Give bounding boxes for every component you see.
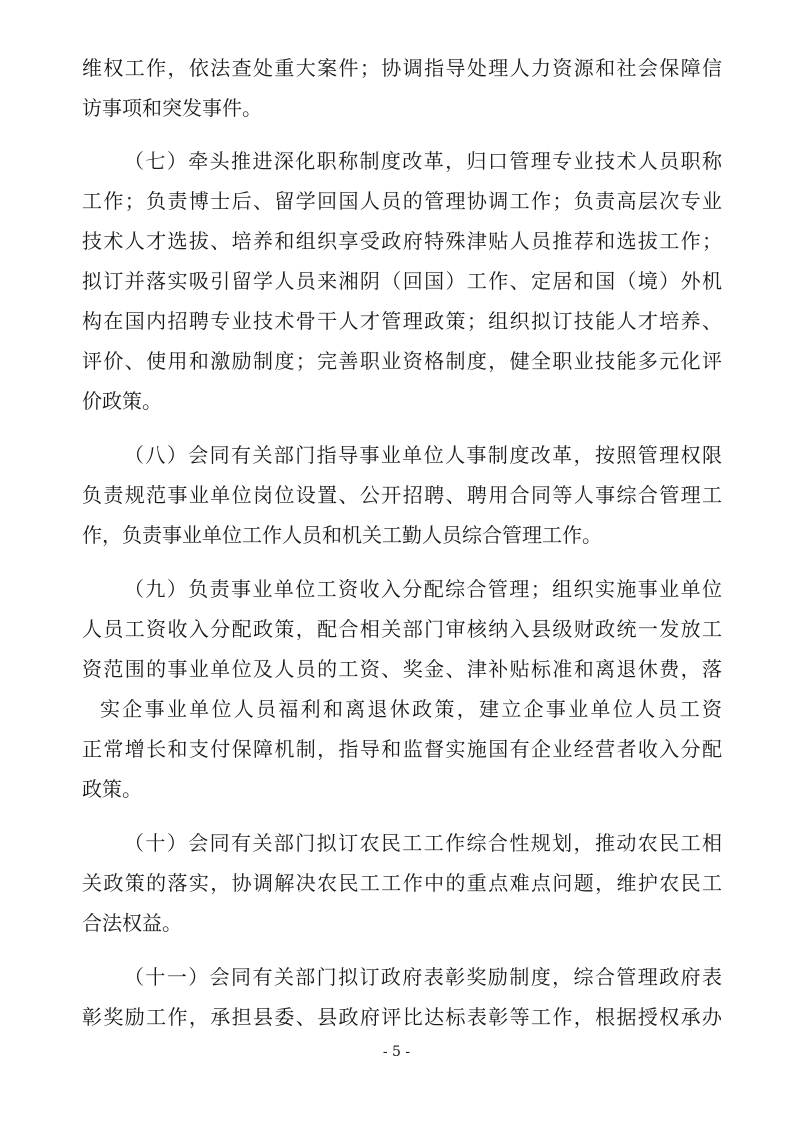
body-text-line: 维权工作，依法查处重大案件；协调指导处理人力资源和社会保障信	[82, 56, 722, 80]
body-text-line: 政策。	[82, 777, 142, 801]
body-text-line: 合法权益。	[82, 911, 182, 935]
paragraph-11-first-line: （十一）会同有关部门拟订政府表彰奖励制度，综合管理政府表	[124, 965, 722, 989]
body-text-line: 拟订并落实吸引留学人员来湘阴（回国）工作、定居和国（境）外机	[82, 269, 722, 293]
body-text-line: 价政策。	[82, 389, 162, 413]
paragraph-8-first-line: （八）会同有关部门指导事业单位人事制度改革，按照管理权限	[124, 443, 722, 467]
body-text-line: 访事项和突发事件。	[82, 96, 262, 120]
body-text-line: 人员工资收入分配政策，配合相关部门审核纳入县级财政统一发放工	[82, 617, 722, 641]
body-text-line: 作，负责事业单位工作人员和机关工勤人员综合管理工作。	[82, 523, 602, 547]
body-text-line: 评价、使用和激励制度；完善职业资格制度，健全职业技能多元化评	[82, 349, 722, 373]
body-text-line: 正常增长和支付保障机制，指导和监督实施国有企业经营者收入分配	[82, 737, 722, 761]
paragraph-7-first-line: （七）牵头推进深化职称制度改革，归口管理专业技术人员职称	[124, 149, 722, 173]
body-text-line: 资范围的事业单位及人员的工资、奖金、津补贴标准和离退休费，落	[82, 657, 722, 681]
paragraph-9-first-line: （九）负责事业单位工资收入分配综合管理；组织实施事业单位	[124, 577, 722, 601]
body-text-line: 技术人才选拔、培养和组织享受政府特殊津贴人员推荐和选拔工作；	[82, 229, 722, 253]
body-text-line: 构在国内招聘专业技术骨干人才管理政策；组织拟订技能人才培养、	[82, 309, 722, 333]
page-number: - 5 -	[382, 1044, 411, 1060]
body-text-line: 关政策的落实，协调解决农民工工作中的重点难点问题，维护农民工	[82, 871, 722, 895]
body-text-line: 实企事业单位人员福利和离退休政策，建立企事业单位人员工资	[100, 697, 722, 721]
paragraph-10-first-line: （十）会同有关部门拟订农民工工作综合性规划，推动农民工相	[124, 831, 722, 855]
body-text-line: 负责规范事业单位岗位设置、公开招聘、聘用合同等人事综合管理工	[82, 483, 722, 507]
body-text-line: 彰奖励工作，承担县委、县政府评比达标表彰等工作，根据授权承办	[82, 1005, 722, 1029]
body-text-line: 工作；负责博士后、留学回国人员的管理协调工作；负责高层次专业	[82, 189, 722, 213]
